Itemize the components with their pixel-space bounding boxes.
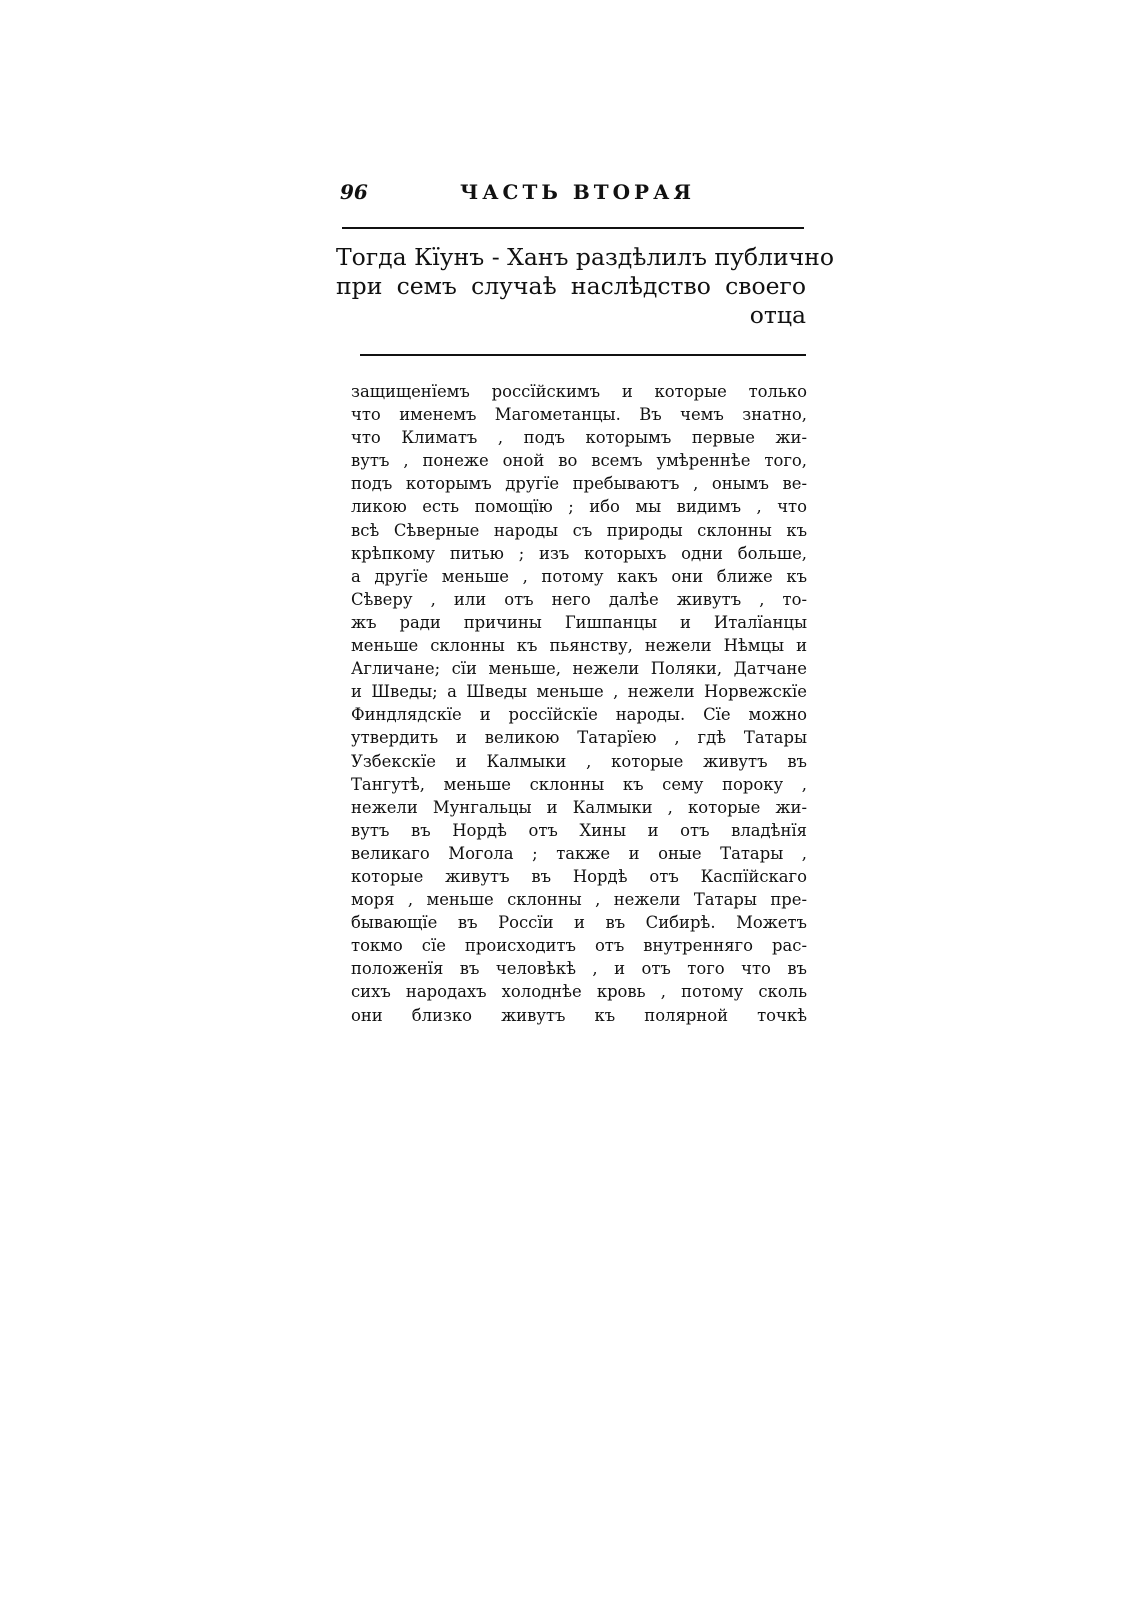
text-line: Узбекскїе и Калмыки , которые живутъ въ bbox=[351, 751, 807, 771]
text-line: Тангутѣ, меньше склонны къ сему пороку , bbox=[351, 774, 807, 794]
text-line: и Шведы; а Шведы меньше , нежели Норвежскїе bbox=[351, 682, 807, 702]
text-line: вутъ , понеже оной во всемъ умѣреннѣе того, bbox=[351, 451, 807, 471]
text-line: Агличане; сїи меньше, нежели Поляки, Датчане bbox=[351, 659, 807, 679]
text-line: моря , меньше склонны , нежели Татары пре- bbox=[351, 890, 807, 910]
heading-rule bbox=[360, 354, 806, 356]
body-text bbox=[351, 380, 807, 1027]
heading-line: при семъ случаѣ наслѣдство своего bbox=[336, 272, 806, 300]
text-line: бывающїе въ Россїи и въ Сибирѣ. Можетъ bbox=[351, 913, 807, 933]
text-line: они близко живутъ къ полярной точкѣ bbox=[351, 1005, 807, 1025]
running-head bbox=[340, 180, 810, 210]
heading-line: Тогда Кїунъ - Ханъ раздѣлилъ публично bbox=[336, 243, 834, 271]
text-line: всѣ Сѣверные народы съ природы склонны къ bbox=[351, 520, 807, 540]
text-line: сихъ народахъ холоднѣе кровь , потому сколь bbox=[351, 982, 807, 1002]
text-line: защищенїемъ россїйскимъ и которые только bbox=[351, 382, 807, 401]
text-line: токмо сїе происходитъ отъ внутренняго рас- bbox=[351, 936, 807, 956]
running-title: ЧАСТЬ ВТОРАЯ bbox=[460, 180, 695, 204]
page-number: 96 bbox=[340, 180, 368, 204]
text-line: великаго Могола ; также и оные Татары , bbox=[351, 843, 807, 863]
text-line: подъ которымъ другїе пребываютъ , онымъ ве- bbox=[351, 474, 807, 494]
text-line: утвердить и великою Татарїею , гдѣ Татары bbox=[351, 728, 807, 748]
text-line: крѣпкому питью ; изъ которыхъ одни больше, bbox=[351, 543, 807, 563]
text-line: что Климатъ , подъ которымъ первые жи- bbox=[351, 428, 807, 448]
text-line: а другїе меньше , потому какъ они ближе къ bbox=[351, 566, 807, 586]
text-line: что именемъ Магометанцы. Въ чемъ знатно, bbox=[351, 405, 807, 425]
text-line: Финдлядскїе и россїйскїе народы. Сїе можно bbox=[351, 705, 807, 725]
heading-line: отца bbox=[749, 301, 806, 329]
text-line: жъ ради причины Гишпанцы и Италїанцы bbox=[351, 612, 807, 632]
top-rule bbox=[342, 227, 804, 229]
text-line: Сѣверу , или отъ него далѣе живутъ , то- bbox=[351, 589, 807, 609]
section-heading bbox=[336, 243, 834, 330]
text-line: нежели Мунгальцы и Калмыки , которые жи- bbox=[351, 797, 807, 817]
text-line: вутъ въ Нордѣ отъ Хины и отъ владѣнїя bbox=[351, 820, 807, 840]
text-line: положенїя въ человѣкѣ , и отъ того что въ bbox=[351, 959, 807, 979]
text-line: меньше склонны къ пьянству, нежели Нѣмцы и bbox=[351, 636, 807, 656]
text-line: ликою есть помощїю ; ибо мы видимъ , что bbox=[351, 497, 807, 517]
text-line: которые живутъ въ Нордѣ отъ Каспїйскаго bbox=[351, 866, 807, 886]
